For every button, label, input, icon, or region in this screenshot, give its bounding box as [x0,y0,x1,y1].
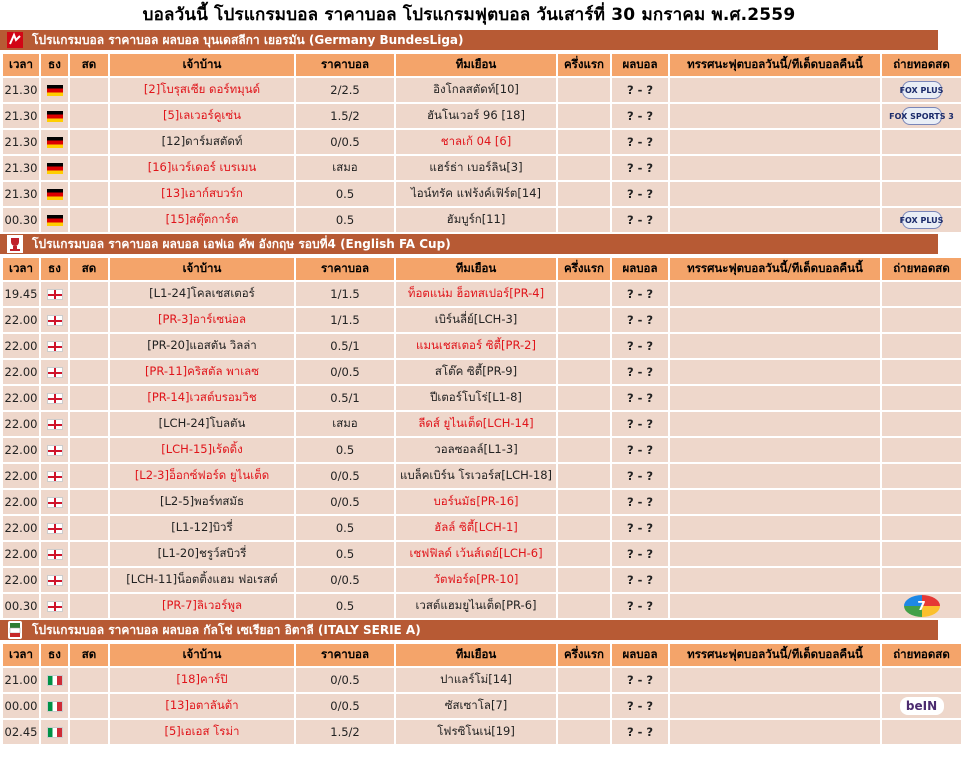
odds: 1.5/2 [296,720,394,744]
column-header: เวลา [3,54,39,76]
column-header: ถ่ายทอดสด [882,54,961,76]
live-broadcast[interactable] [882,694,961,718]
match-time: 22.00 [3,516,39,540]
flag-icon [41,464,68,488]
home-team[interactable]: [13]อตาลันต้า [110,694,294,718]
odds: 0/0.5 [296,464,394,488]
match-row[interactable] [3,156,961,180]
away-team[interactable]: บอร์นมัธ[PR-16] [396,490,556,514]
column-header: ถ่ายทอดสด [882,258,961,280]
column-header: สด [70,258,108,280]
live-cell [70,720,108,744]
home-team[interactable]: [L1-24]โคลเชสเตอร์ [110,282,294,306]
analysis-cell[interactable] [670,386,880,410]
half-time-score [558,386,610,410]
live-broadcast[interactable] [882,130,961,154]
flag-icon [41,182,68,206]
away-team[interactable]: ลีดส์ ยูไนเต็ด[LCH-14] [396,412,556,436]
flag-icon [41,568,68,592]
live-cell [70,78,108,102]
fox-sports-logo-icon[interactable]: FOX SPORTS 3 [902,107,942,125]
odds: 0/0.5 [296,668,394,692]
flag-icon [41,78,68,102]
analysis-cell[interactable] [670,694,880,718]
away-team[interactable]: ฮันโนเวอร์ 96 [18] [396,104,556,128]
flag-icon [41,156,68,180]
column-header-row [3,258,961,280]
odds: 0/0.5 [296,568,394,592]
away-team[interactable]: ฮัลล์ ซิตี้[LCH-1] [396,516,556,540]
fixtures-table [1,52,963,234]
column-header: ธง [41,644,68,666]
league-title: โปรแกรมบอล ราคาบอล ผลบอล กัลโช่ เซเรียอา อิตาลี (ITALY SERIE A) [32,622,421,637]
column-header: ทรรศนะฟุตบอลวันนี้/ทีเด็ดบอลคืนนี้ [670,258,880,280]
match-row[interactable] [3,490,961,514]
live-cell [70,308,108,332]
match-time: 21.30 [3,78,39,102]
live-cell [70,334,108,358]
match-row[interactable] [3,360,961,384]
match-time: 21.30 [3,156,39,180]
live-cell [70,464,108,488]
flag-icon [41,208,68,232]
live-cell [70,542,108,566]
match-time: 22.00 [3,308,39,332]
away-team[interactable]: ปาแลร์โม่[14] [396,668,556,692]
half-time-score [558,360,610,384]
column-header: ถ่ายทอดสด [882,644,961,666]
half-time-score [558,182,610,206]
analysis-cell[interactable] [670,516,880,540]
analysis-cell[interactable] [670,668,880,692]
away-team[interactable]: ชาลเก้ 04 [6] [396,130,556,154]
live-cell [70,668,108,692]
column-header: ทรรศนะฟุตบอลวันนี้/ทีเด็ดบอลคืนนี้ [670,644,880,666]
analysis-cell[interactable] [670,130,880,154]
home-team[interactable]: [PR-7]ลิเวอร์พูล [110,594,294,618]
column-header: ทีมเยือน [396,54,556,76]
column-header: เวลา [3,644,39,666]
match-time: 21.30 [3,130,39,154]
serie-a-logo-icon [4,620,26,640]
analysis-cell[interactable] [670,438,880,462]
bundesliga-logo-icon [4,30,26,50]
match-time: 00.30 [3,208,39,232]
match-time: 22.00 [3,490,39,514]
home-team[interactable]: [L2-5]พอร์ทสมัธ [110,490,294,514]
odds: 2/2.5 [296,78,394,102]
odds: 0/0.5 [296,490,394,514]
odds: เสมอ [296,156,394,180]
home-team[interactable]: [LCH-15]เร้ดดิ้ง [110,438,294,462]
column-header: ทีมเยือน [396,258,556,280]
analysis-cell[interactable] [670,490,880,514]
column-header: ราคาบอล [296,54,394,76]
full-time-score: ? - ? [612,156,668,180]
away-team[interactable]: ฮัมบูร์ก[11] [396,208,556,232]
home-team[interactable]: [15]สตุ๊ตการ์ต [110,208,294,232]
match-row[interactable] [3,308,961,332]
analysis-cell[interactable] [670,308,880,332]
flag-icon [41,360,68,384]
match-row[interactable] [3,542,961,566]
live-broadcast[interactable] [882,542,961,566]
channel-7-logo-icon[interactable]: 7 [904,595,940,617]
column-header: ทรรศนะฟุตบอลวันนี้/ทีเด็ดบอลคืนนี้ [670,54,880,76]
home-team[interactable]: [PR-3]อาร์เซน่อล [110,308,294,332]
live-broadcast[interactable] [882,386,961,410]
live-broadcast[interactable] [882,464,961,488]
match-row[interactable] [3,386,961,410]
full-time-score: ? - ? [612,208,668,232]
column-header: ราคาบอล [296,258,394,280]
odds: 0.5 [296,208,394,232]
column-header-row [3,644,961,666]
flag-icon [41,282,68,306]
match-row[interactable] [3,104,961,128]
analysis-cell[interactable] [670,156,880,180]
full-time-score: ? - ? [612,282,668,306]
column-header: ผลบอล [612,258,668,280]
flag-icon [41,720,68,744]
flag-icon [41,542,68,566]
away-team[interactable]: ปีเตอร์โบโร่[L1-8] [396,386,556,410]
live-cell [70,516,108,540]
odds: 0.5/1 [296,386,394,410]
away-team[interactable]: เชฟฟิลด์ เว้นส์เดย์[LCH-6] [396,542,556,566]
half-time-score [558,438,610,462]
match-time: 22.00 [3,568,39,592]
flag-icon [41,334,68,358]
live-cell [70,104,108,128]
full-time-score: ? - ? [612,464,668,488]
odds: 0.5 [296,594,394,618]
analysis-cell[interactable] [670,360,880,384]
full-time-score: ? - ? [612,130,668,154]
odds: 0.5/1 [296,334,394,358]
column-header: ผลบอล [612,644,668,666]
full-time-score: ? - ? [612,542,668,566]
half-time-score [558,594,610,618]
home-team[interactable]: [13]เอาก์สบวร์ก [110,182,294,206]
match-time: 22.00 [3,412,39,436]
fixtures-container [0,30,954,746]
analysis-cell[interactable] [670,412,880,436]
flag-icon [41,694,68,718]
analysis-cell[interactable] [670,208,880,232]
flag-icon [41,104,68,128]
flag-icon [41,594,68,618]
analysis-cell[interactable] [670,182,880,206]
half-time-score [558,412,610,436]
away-team[interactable]: ไอน์ทรัค แฟร้งค์เฟิร์ต[14] [396,182,556,206]
live-broadcast[interactable] [882,490,961,514]
column-header: ทีมเยือน [396,644,556,666]
away-team[interactable]: ท็อตแน่ม ฮ็อทสเปอร์[PR-4] [396,282,556,306]
full-time-score: ? - ? [612,720,668,744]
live-broadcast[interactable] [882,104,961,128]
league-title: โปรแกรมบอล ราคาบอล ผลบอล บุนเดสลีกา เยอรมัน (Germany BundesLiga) [32,32,464,47]
match-row[interactable] [3,568,961,592]
live-cell [70,490,108,514]
flag-icon [41,386,68,410]
odds: 0.5 [296,438,394,462]
odds: 0/0.5 [296,694,394,718]
flag-icon [41,668,68,692]
full-time-score: ? - ? [612,438,668,462]
home-team[interactable]: [L2-3]อ็อกซ์ฟอร์ด ยูไนเต็ด [110,464,294,488]
home-team[interactable]: [PR-20]แอสตัน วิลล่า [110,334,294,358]
match-time: 22.00 [3,386,39,410]
fixtures-table [1,642,963,746]
analysis-cell[interactable] [670,542,880,566]
half-time-score [558,720,610,744]
flag-icon [41,308,68,332]
live-cell [70,208,108,232]
column-header: สด [70,644,108,666]
live-cell [70,694,108,718]
odds: 1/1.5 [296,308,394,332]
full-time-score: ? - ? [612,78,668,102]
full-time-score: ? - ? [612,104,668,128]
half-time-score [558,694,610,718]
live-cell [70,594,108,618]
match-time: 22.00 [3,542,39,566]
match-row[interactable] [3,668,961,692]
away-team[interactable]: อิงโกลสตัดท์[10] [396,78,556,102]
match-row[interactable] [3,594,961,618]
half-time-score [558,668,610,692]
live-broadcast[interactable] [882,668,961,692]
match-time: 00.00 [3,694,39,718]
full-time-score: ? - ? [612,490,668,514]
column-header: เจ้าบ้าน [110,644,294,666]
match-time: 19.45 [3,282,39,306]
half-time-score [558,464,610,488]
half-time-score [558,308,610,332]
full-time-score: ? - ? [612,308,668,332]
match-row[interactable] [3,334,961,358]
live-broadcast[interactable] [882,516,961,540]
live-cell [70,412,108,436]
match-row[interactable] [3,182,961,206]
live-cell [70,182,108,206]
analysis-cell[interactable] [670,104,880,128]
league-header [0,620,938,642]
home-team[interactable]: [L1-12]บิวรี่ [110,516,294,540]
live-cell [70,568,108,592]
fox-sports-logo-icon[interactable]: FOX PLUS [902,211,942,229]
match-row[interactable] [3,464,961,488]
match-row[interactable] [3,412,961,436]
live-broadcast[interactable] [882,720,961,744]
column-header: เจ้าบ้าน [110,258,294,280]
match-time: 21.30 [3,104,39,128]
home-team[interactable]: [2]โบรุสเซีย ดอร์ทมุนด์ [110,78,294,102]
odds: 0/0.5 [296,130,394,154]
away-team[interactable]: แบล็คเบิร์น โรเวอร์ส[LCH-18] [396,464,556,488]
match-row[interactable] [3,78,961,102]
fox-sports-logo-icon[interactable]: FOX PLUS [902,81,942,99]
match-row[interactable] [3,208,961,232]
match-time: 22.00 [3,334,39,358]
half-time-score [558,568,610,592]
full-time-score: ? - ? [612,334,668,358]
live-cell [70,156,108,180]
half-time-score [558,334,610,358]
flag-icon [41,516,68,540]
live-cell [70,360,108,384]
odds: 1/1.5 [296,282,394,306]
flag-icon [41,130,68,154]
full-time-score: ? - ? [612,668,668,692]
live-broadcast[interactable] [882,594,961,618]
flag-icon [41,412,68,436]
analysis-cell[interactable] [670,334,880,358]
half-time-score [558,282,610,306]
league-header [0,234,938,256]
column-header: ผลบอล [612,54,668,76]
odds: 0/0.5 [296,360,394,384]
live-broadcast[interactable] [882,308,961,332]
away-team[interactable]: ซัสเซาโล[7] [396,694,556,718]
away-team[interactable]: โฟรซิโนเน่[19] [396,720,556,744]
home-team[interactable]: [5]เอเอส โรม่า [110,720,294,744]
live-cell [70,130,108,154]
half-time-score [558,104,610,128]
bein-sport-logo-icon[interactable]: beIN [900,697,944,715]
full-time-score: ? - ? [612,516,668,540]
home-team[interactable]: [PR-11]คริสตัล พาเลซ [110,360,294,384]
odds: 0.5 [296,182,394,206]
match-time: 00.30 [3,594,39,618]
half-time-score [558,156,610,180]
analysis-cell[interactable] [670,594,880,618]
fixtures-table [1,256,963,620]
analysis-cell[interactable] [670,464,880,488]
analysis-cell[interactable] [670,78,880,102]
home-team[interactable]: [5]เลเวอร์คูเซ่น [110,104,294,128]
league-header [0,30,938,52]
home-team[interactable]: [L1-20]ชรูว์สบิวรี่ [110,542,294,566]
match-row[interactable] [3,720,961,744]
column-header: สด [70,54,108,76]
odds: เสมอ [296,412,394,436]
match-row[interactable] [3,516,961,540]
live-broadcast[interactable] [882,156,961,180]
home-team[interactable]: [12]ดาร์มสตัดท์ [110,130,294,154]
column-header: ครึ่งแรก [558,258,610,280]
column-header: เวลา [3,258,39,280]
odds: 1.5/2 [296,104,394,128]
odds: 0.5 [296,542,394,566]
half-time-score [558,542,610,566]
live-broadcast[interactable] [882,412,961,436]
page-title: บอลวันนี้ โปรแกรมบอล ราคาบอล โปรแกรมฟุตบอล วันเสาร์ที่ 30 มกราคม พ.ศ.2559 [142,5,796,25]
match-time: 22.00 [3,438,39,462]
away-team[interactable]: วอลซอลล์[L1-3] [396,438,556,462]
match-time: 22.00 [3,360,39,384]
full-time-score: ? - ? [612,182,668,206]
full-time-score: ? - ? [612,412,668,436]
flag-icon [41,490,68,514]
home-team[interactable]: [16]แวร์เดอร์ เบรเมน [110,156,294,180]
match-time: 21.30 [3,182,39,206]
column-header: ครึ่งแรก [558,644,610,666]
home-team[interactable]: [LCH-11]น็อตติ้งแฮม ฟอเรสต์ [110,568,294,592]
away-team[interactable]: เบิร์นลี่ย์[LCH-3] [396,308,556,332]
analysis-cell[interactable] [670,282,880,306]
column-header: ธง [41,54,68,76]
away-team[interactable]: แฮร์ธ่า เบอร์ลิน[3] [396,156,556,180]
match-row[interactable] [3,282,961,306]
away-team[interactable]: วัตฟอร์ด[PR-10] [396,568,556,592]
away-team[interactable]: สโต๊ค ซิตี้[PR-9] [396,360,556,384]
live-broadcast[interactable] [882,208,961,232]
home-team[interactable]: [LCH-24]โบลตัน [110,412,294,436]
column-header: ครึ่งแรก [558,54,610,76]
column-header-row [3,54,961,76]
live-cell [70,386,108,410]
live-broadcast[interactable] [882,334,961,358]
analysis-cell[interactable] [670,720,880,744]
live-broadcast[interactable] [882,78,961,102]
home-team[interactable]: [PR-14]เวสต์บรอมวิช [110,386,294,410]
column-header: เจ้าบ้าน [110,54,294,76]
full-time-score: ? - ? [612,386,668,410]
live-broadcast[interactable] [882,282,961,306]
full-time-score: ? - ? [612,568,668,592]
analysis-cell[interactable] [670,568,880,592]
full-time-score: ? - ? [612,694,668,718]
league-title: โปรแกรมบอล ราคาบอล ผลบอล เอฟเอ คัพ อังกฤษ รอบที่4 (English FA Cup) [32,236,451,251]
live-broadcast[interactable] [882,438,961,462]
live-broadcast[interactable] [882,568,961,592]
match-row[interactable] [3,130,961,154]
half-time-score [558,130,610,154]
flag-icon [41,438,68,462]
match-time: 22.00 [3,464,39,488]
match-row[interactable] [3,694,961,718]
match-time: 02.45 [3,720,39,744]
match-row[interactable] [3,438,961,462]
odds: 0.5 [296,516,394,540]
half-time-score [558,208,610,232]
fa-cup-logo-icon [4,234,26,254]
live-cell [70,438,108,462]
half-time-score [558,490,610,514]
column-header: ธง [41,258,68,280]
live-cell [70,282,108,306]
half-time-score [558,78,610,102]
away-team[interactable]: เวสต์แฮมยูไนเต็ด[PR-6] [396,594,556,618]
home-team[interactable]: [18]คาร์ปิ [110,668,294,692]
full-time-score: ? - ? [612,360,668,384]
live-broadcast[interactable] [882,360,961,384]
live-broadcast[interactable] [882,182,961,206]
column-header: ราคาบอล [296,644,394,666]
away-team[interactable]: แมนเชสเตอร์ ซิตี้[PR-2] [396,334,556,358]
half-time-score [558,516,610,540]
full-time-score: ? - ? [612,594,668,618]
match-time: 21.00 [3,668,39,692]
